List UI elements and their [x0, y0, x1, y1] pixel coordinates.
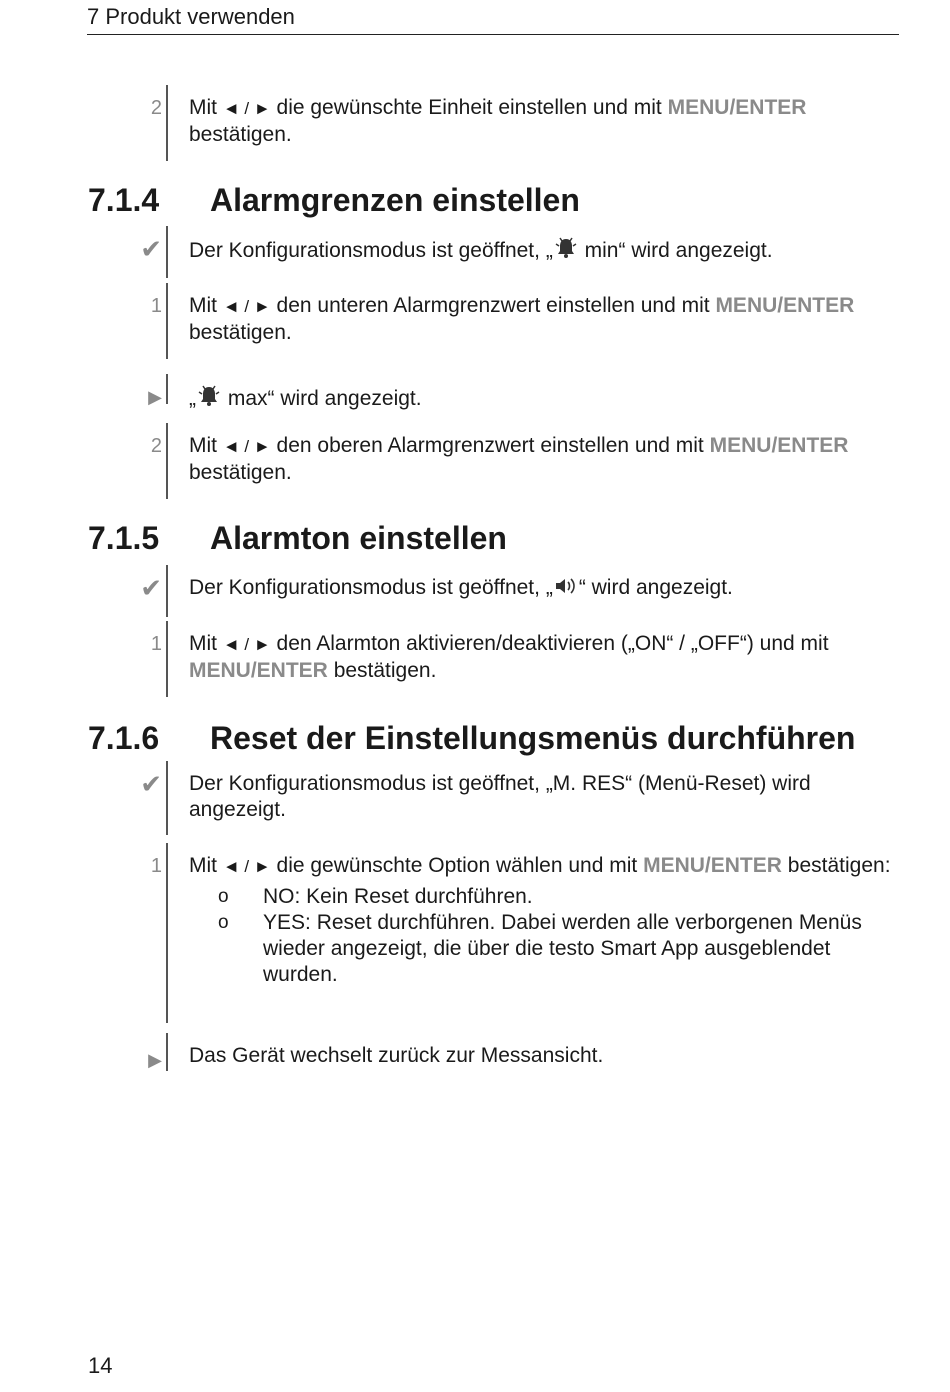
prerequisite-text: Der Konfigurationsmodus ist geöffnet, „ “ wird angezeigt.	[189, 575, 900, 604]
checkmark-icon: ✔	[140, 769, 162, 799]
step-text: Mit ◄ / ► den Alarmton aktivieren/deaktivieren („ON“ / „OFF“) und mit MENU/ENTER bestätigen.	[189, 632, 829, 682]
menu-enter-key: MENU/ENTER	[643, 854, 782, 877]
checkmark-icon: ✔	[140, 573, 162, 603]
checkmark-icon: ✔	[140, 234, 162, 264]
menu-enter-key: MENU/ENTER	[189, 659, 328, 682]
section-title: Reset der Einstellungsmenüs durchführen	[210, 720, 856, 756]
alarm-bell-icon	[196, 384, 222, 415]
section-number: 7.1.5	[88, 520, 160, 556]
step-number: 1	[150, 855, 162, 877]
speaker-icon	[553, 575, 579, 604]
step-text: Mit ◄ / ► den unteren Alarmgrenzwert einstellen und mit MENU/ENTER bestätigen.	[189, 294, 855, 344]
step-bar	[166, 85, 168, 161]
step-bar	[166, 423, 168, 499]
list-item: o NO: Kein Reset durchführen.	[218, 885, 533, 908]
step-bar	[166, 283, 168, 359]
arrow-keys-label: ◄ / ►	[222, 297, 271, 316]
section-title: Alarmton einstellen	[210, 520, 507, 556]
step-number: 1	[150, 295, 162, 317]
page-number: 14	[88, 1353, 113, 1378]
step-number: 1	[150, 633, 162, 655]
menu-enter-key: MENU/ENTER	[709, 434, 849, 457]
running-header	[87, 4, 899, 35]
step-text: Mit ◄ / ► den oberen Alarmgrenzwert einstellen und mit MENU/ENTER bestätigen.	[189, 434, 849, 484]
result-arrow-icon: ▶	[148, 1050, 162, 1070]
section-number: 7.1.6	[88, 720, 160, 756]
step-bar	[166, 1033, 168, 1071]
result-arrow-icon: ▶	[148, 387, 162, 407]
menu-enter-key: MENU/ENTER	[715, 294, 855, 317]
section-number: 7.1.4	[88, 182, 160, 218]
result-text: „ max“ wird angezeigt.	[189, 384, 900, 415]
list-item: o YES: Reset durchführen. Dabei werden alle verborgenen Menüs wieder angezeigt, die über die testo Smart App ausgeblendet wurden.	[218, 911, 862, 986]
menu-enter-key: MENU/ENTER	[667, 96, 807, 119]
bullet: o	[218, 886, 229, 907]
step-number: 2	[150, 97, 162, 119]
step-number: 2	[150, 435, 162, 457]
arrow-keys-label: ◄ / ►	[222, 437, 271, 456]
prerequisite-text: Der Konfigurationsmodus ist geöffnet, „M. RES“ (Menü-Reset) wird angezeigt.	[189, 772, 811, 821]
prerequisite-text: Der Konfigurationsmodus ist geöffnet, „ min“ wird angezeigt.	[189, 236, 900, 267]
result-text: Das Gerät wechselt zurück zur Messansicht.	[189, 1044, 604, 1067]
chapter-title: 7 Produkt verwenden	[87, 4, 295, 29]
step-bar	[166, 374, 168, 404]
arrow-keys-label: ◄ / ►	[222, 99, 271, 118]
step-bar	[166, 226, 168, 278]
step-bar	[166, 843, 168, 1023]
step-bar	[166, 761, 168, 835]
step-bar	[166, 565, 168, 617]
arrow-keys-label: ◄ / ►	[222, 635, 271, 654]
alarm-bell-icon	[553, 236, 579, 267]
section-title: Alarmgrenzen einstellen	[210, 182, 580, 218]
step-bar	[166, 621, 168, 697]
step-text: Mit ◄ / ► die gewünschte Einheit einstellen und mit MENU/ENTER bestätigen.	[189, 96, 807, 146]
bullet: o	[218, 912, 229, 933]
step-text: Mit ◄ / ► die gewünschte Option wählen und mit MENU/ENTER bestätigen: o NO: Kein Reset durchführen. o YES: Reset durchführen. Dabei werden alle verborgenen Menüs wieder angezeigt, die über die testo Smart App ausgeblendet wurden.	[189, 853, 900, 988]
option-list	[189, 884, 900, 988]
arrow-keys-label: ◄ / ►	[222, 857, 271, 876]
